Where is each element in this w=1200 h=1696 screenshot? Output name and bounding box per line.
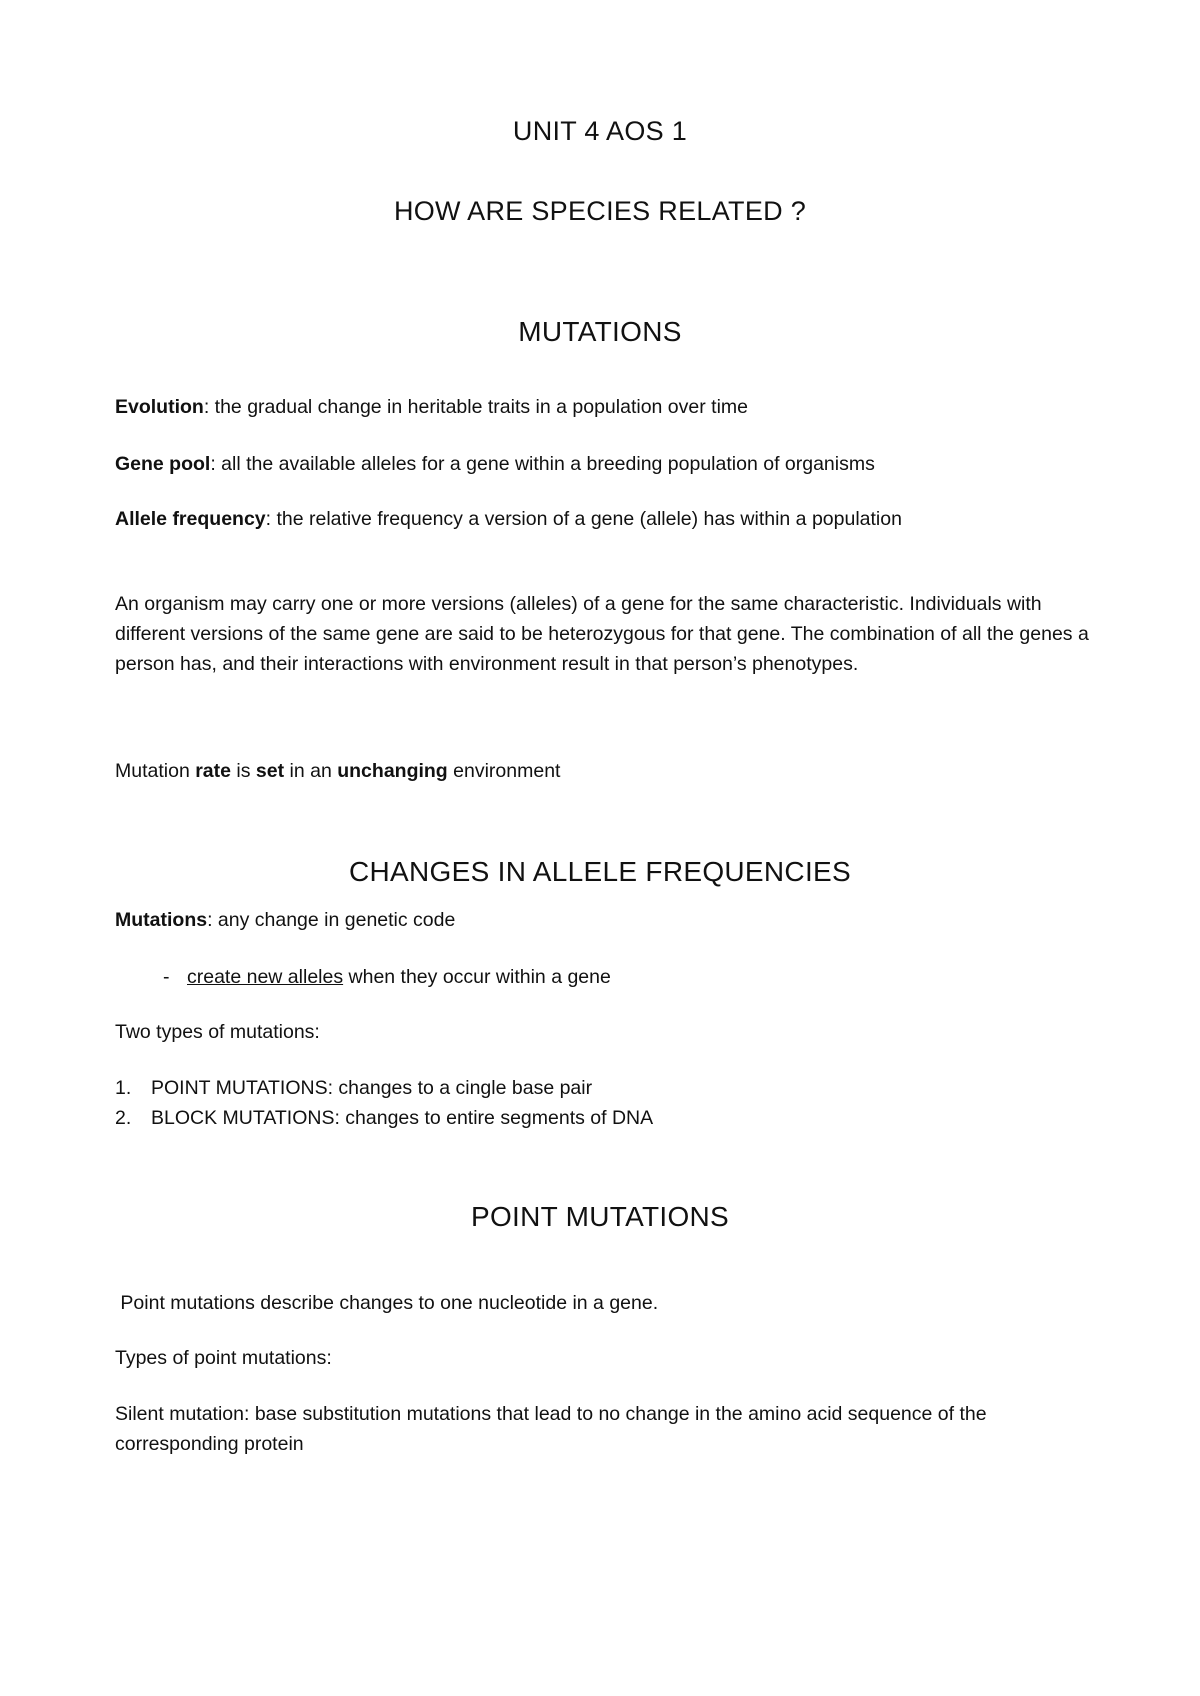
mutation-rate-bold-set: set (255, 760, 285, 782)
mutation-rate-text-1: Mutation (115, 760, 196, 782)
list-number: 1. (115, 1077, 132, 1099)
bullet-rest: when they occur within a gene (343, 966, 611, 988)
allele-frequency-definition (115, 504, 1090, 534)
bullet-underlined: create new alleles (187, 966, 344, 988)
two-types-label: Two types of mutations: (115, 1021, 320, 1043)
mutation-rate-text-2: is (231, 760, 256, 782)
unit-title: UNIT 4 AOS 1 (512, 116, 688, 146)
bullet-dash: - (163, 966, 170, 988)
gene-pool-definition (115, 449, 1090, 479)
silent-mutation-text: Silent mutation: base substitution mutations that lead to no change in the amino acid sequence of the corresponding protein (115, 1403, 987, 1455)
mutation-rate-sentence (115, 756, 1090, 786)
mutations-definition (115, 905, 1090, 935)
changes-heading: CHANGES IN ALLELE FREQUENCIES (349, 856, 851, 887)
point-mutations-heading: POINT MUTATIONS (470, 1201, 730, 1232)
list-item (115, 1073, 653, 1103)
list-text: POINT MUTATIONS: changes to a cingle base pair (151, 1077, 593, 1099)
list-text: BLOCK MUTATIONS: changes to entire segments of DNA (151, 1107, 654, 1129)
mutation-rate-bold-unchanging: unchanging (337, 760, 448, 782)
evolution-definition (115, 392, 1090, 422)
gene-pool-text: : all the available alleles for a gene within a breeding population of organisms (210, 453, 875, 475)
alleles-paragraph: An organism may carry one or more versions (alleles) of a gene for the same characteristic. Individuals with different versions of the same gene are said to be heterozygous for that gene. The combination of all the genes a person has, and their interactions with environment result in that person’s phenotypes. (115, 593, 1089, 675)
point-intro: Point mutations describe changes to one nucleotide in a gene. (115, 1292, 659, 1314)
mutation-rate-text-4: environment (447, 760, 561, 782)
list-number: 2. (115, 1107, 132, 1129)
types-list (115, 1073, 653, 1133)
mutations-term: Mutations (115, 909, 208, 931)
evolution-term: Evolution (115, 396, 204, 418)
allele-frequency-term: Allele frequency (115, 508, 266, 530)
gene-pool-term: Gene pool (115, 453, 211, 475)
unit-question: HOW ARE SPECIES RELATED ? (393, 196, 807, 226)
point-types-label: Types of point mutations: (115, 1347, 332, 1369)
mutations-heading: MUTATIONS (518, 316, 682, 347)
mutation-rate-bold-rate: rate (195, 760, 231, 782)
list-item (115, 1103, 653, 1133)
bullet-item (163, 962, 611, 992)
mutations-text: : any change in genetic code (207, 909, 456, 931)
evolution-text: : the gradual change in heritable traits in a population over time (203, 396, 748, 418)
allele-frequency-text: : the relative frequency a version of a gene (allele) has within a population (265, 508, 902, 530)
mutation-rate-text-3: in an (284, 760, 338, 782)
